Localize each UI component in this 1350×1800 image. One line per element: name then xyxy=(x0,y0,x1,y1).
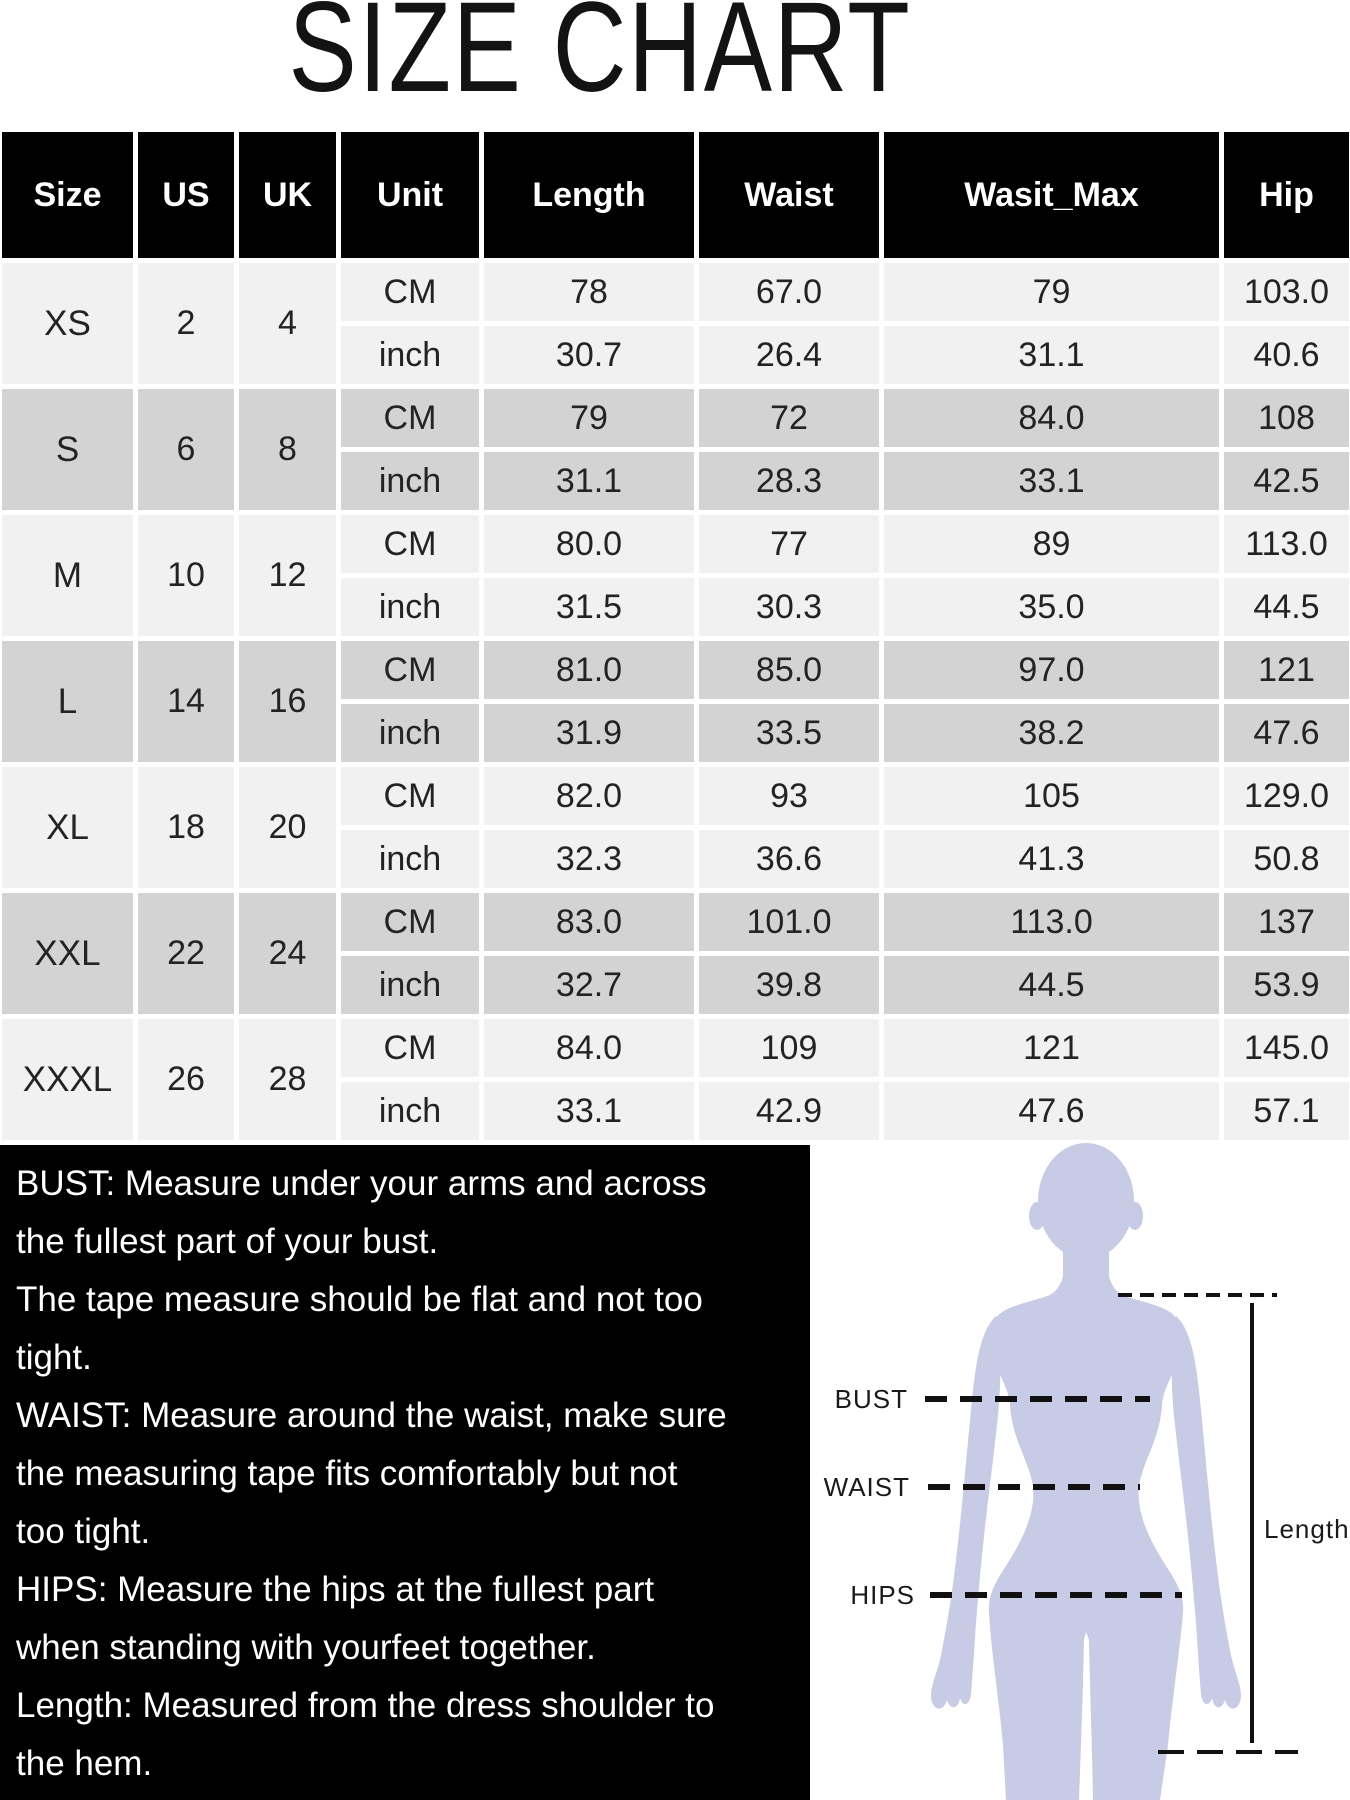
hip-value: 40.6 xyxy=(1224,326,1349,384)
header-uk: UK xyxy=(239,132,336,258)
unit-cell-cm: CM xyxy=(341,389,479,447)
hip-value: 57.1 xyxy=(1224,1082,1349,1140)
us-cell: 10 xyxy=(138,515,234,636)
length-value: 33.1 xyxy=(484,1082,694,1140)
size-cell: XXL xyxy=(2,893,133,1014)
body-measurement-diagram xyxy=(750,1140,1350,1800)
uk-cell: 16 xyxy=(239,641,336,762)
length-value: 31.1 xyxy=(484,452,694,510)
uk-cell: 12 xyxy=(239,515,336,636)
hip-value: 113.0 xyxy=(1224,515,1349,573)
unit-cell-inch: inch xyxy=(341,830,479,888)
waist-value: 77 xyxy=(699,515,879,573)
waist-value: 67.0 xyxy=(699,263,879,321)
header-waist-max: Wasit_Max xyxy=(884,132,1219,258)
page-title: SIZE CHART xyxy=(288,0,912,119)
waist-value: 28.3 xyxy=(699,452,879,510)
header-unit: Unit xyxy=(341,132,479,258)
waist-value: 85.0 xyxy=(699,641,879,699)
length-value: 31.5 xyxy=(484,578,694,636)
hip-value: 137 xyxy=(1224,893,1349,951)
unit-cell-cm: CM xyxy=(341,893,479,951)
waist-max-value: 44.5 xyxy=(884,956,1219,1014)
waist-value: 42.9 xyxy=(699,1082,879,1140)
us-cell: 18 xyxy=(138,767,234,888)
waist-max-value: 84.0 xyxy=(884,389,1219,447)
uk-cell: 4 xyxy=(239,263,336,384)
unit-cell-cm: CM xyxy=(341,641,479,699)
measurement-notes-panel xyxy=(0,1145,810,1800)
unit-cell-cm: CM xyxy=(341,767,479,825)
left-arm-silhouette xyxy=(931,1316,1000,1709)
us-cell: 6 xyxy=(138,389,234,510)
note-line: too tight. xyxy=(16,1512,151,1551)
note-line: WAIST: Measure around the waist, make sure xyxy=(16,1396,727,1435)
waist-value: 93 xyxy=(699,767,879,825)
waist-value: 33.5 xyxy=(699,704,879,762)
unit-cell-inch: inch xyxy=(341,578,479,636)
waist-max-value: 105 xyxy=(884,767,1219,825)
us-cell: 26 xyxy=(138,1019,234,1140)
size-cell: XXXL xyxy=(2,1019,133,1140)
waist-value: 26.4 xyxy=(699,326,879,384)
waist-max-value: 97.0 xyxy=(884,641,1219,699)
unit-cell-cm: CM xyxy=(341,263,479,321)
length-value: 32.3 xyxy=(484,830,694,888)
note-line: Length: Measured from the dress shoulder to xyxy=(16,1686,715,1725)
hip-value: 108 xyxy=(1224,389,1349,447)
bust-label: BUST xyxy=(834,1384,908,1414)
length-value: 32.7 xyxy=(484,956,694,1014)
hip-value: 121 xyxy=(1224,641,1349,699)
waist-max-value: 79 xyxy=(884,263,1219,321)
waist-value: 101.0 xyxy=(699,893,879,951)
unit-cell-inch: inch xyxy=(341,956,479,1014)
note-line: the hem. xyxy=(16,1744,153,1783)
header-us: US xyxy=(138,132,234,258)
unit-cell-cm: CM xyxy=(341,515,479,573)
note-line: HIPS: Measure the hips at the fullest part xyxy=(16,1570,655,1609)
hip-value: 53.9 xyxy=(1224,956,1349,1014)
hip-value: 129.0 xyxy=(1224,767,1349,825)
left-ear xyxy=(1029,1202,1045,1230)
header-length: Length xyxy=(484,132,694,258)
hips-label: HIPS xyxy=(850,1580,915,1610)
waist-value: 39.8 xyxy=(699,956,879,1014)
us-cell: 14 xyxy=(138,641,234,762)
hip-value: 47.6 xyxy=(1224,704,1349,762)
length-value: 79 xyxy=(484,389,694,447)
note-line: BUST: Measure under your arms and across xyxy=(16,1164,707,1203)
length-value: 83.0 xyxy=(484,893,694,951)
uk-cell: 24 xyxy=(239,893,336,1014)
waist-max-value: 113.0 xyxy=(884,893,1219,951)
waist-max-value: 33.1 xyxy=(884,452,1219,510)
waist-max-value: 41.3 xyxy=(884,830,1219,888)
us-cell: 22 xyxy=(138,893,234,1014)
note-line: the fullest part of your bust. xyxy=(16,1222,439,1261)
length-value: 81.0 xyxy=(484,641,694,699)
size-cell: XS xyxy=(2,263,133,384)
length-label: Length xyxy=(1264,1514,1350,1544)
waist-label: WAIST xyxy=(823,1472,910,1502)
header-hip: Hip xyxy=(1224,132,1349,258)
waist-value: 30.3 xyxy=(699,578,879,636)
size-table xyxy=(2,132,1349,1140)
waist-max-value: 31.1 xyxy=(884,326,1219,384)
uk-cell: 28 xyxy=(239,1019,336,1140)
size-cell: L xyxy=(2,641,133,762)
length-value: 82.0 xyxy=(484,767,694,825)
hip-value: 42.5 xyxy=(1224,452,1349,510)
waist-max-value: 89 xyxy=(884,515,1219,573)
hip-value: 145.0 xyxy=(1224,1019,1349,1077)
waist-max-value: 121 xyxy=(884,1019,1219,1077)
length-value: 84.0 xyxy=(484,1019,694,1077)
hip-value: 44.5 xyxy=(1224,578,1349,636)
size-cell: M xyxy=(2,515,133,636)
header-waist: Waist xyxy=(699,132,879,258)
waist-max-value: 38.2 xyxy=(884,704,1219,762)
note-line: The tape measure should be flat and not too xyxy=(16,1280,703,1319)
female-silhouette xyxy=(931,1143,1241,1800)
note-line: when standing with yourfeet together. xyxy=(16,1628,596,1667)
header-size: Size xyxy=(2,132,133,258)
us-cell: 2 xyxy=(138,263,234,384)
length-value: 80.0 xyxy=(484,515,694,573)
unit-cell-inch: inch xyxy=(341,326,479,384)
right-ear xyxy=(1127,1202,1143,1230)
waist-max-value: 47.6 xyxy=(884,1082,1219,1140)
note-line: the measuring tape fits comfortably but not xyxy=(16,1454,678,1493)
hip-value: 103.0 xyxy=(1224,263,1349,321)
uk-cell: 20 xyxy=(239,767,336,888)
length-value: 30.7 xyxy=(484,326,694,384)
torso-legs-silhouette xyxy=(989,1252,1183,1800)
note-line: tight. xyxy=(16,1338,92,1377)
hip-value: 50.8 xyxy=(1224,830,1349,888)
unit-cell-cm: CM xyxy=(341,1019,479,1077)
waist-max-value: 35.0 xyxy=(884,578,1219,636)
unit-cell-inch: inch xyxy=(341,452,479,510)
waist-value: 109 xyxy=(699,1019,879,1077)
size-cell: S xyxy=(2,389,133,510)
waist-value: 36.6 xyxy=(699,830,879,888)
length-value: 78 xyxy=(484,263,694,321)
unit-cell-inch: inch xyxy=(341,704,479,762)
length-value: 31.9 xyxy=(484,704,694,762)
size-cell: XL xyxy=(2,767,133,888)
unit-cell-inch: inch xyxy=(341,1082,479,1140)
waist-value: 72 xyxy=(699,389,879,447)
uk-cell: 8 xyxy=(239,389,336,510)
right-arm-silhouette xyxy=(1172,1316,1241,1709)
